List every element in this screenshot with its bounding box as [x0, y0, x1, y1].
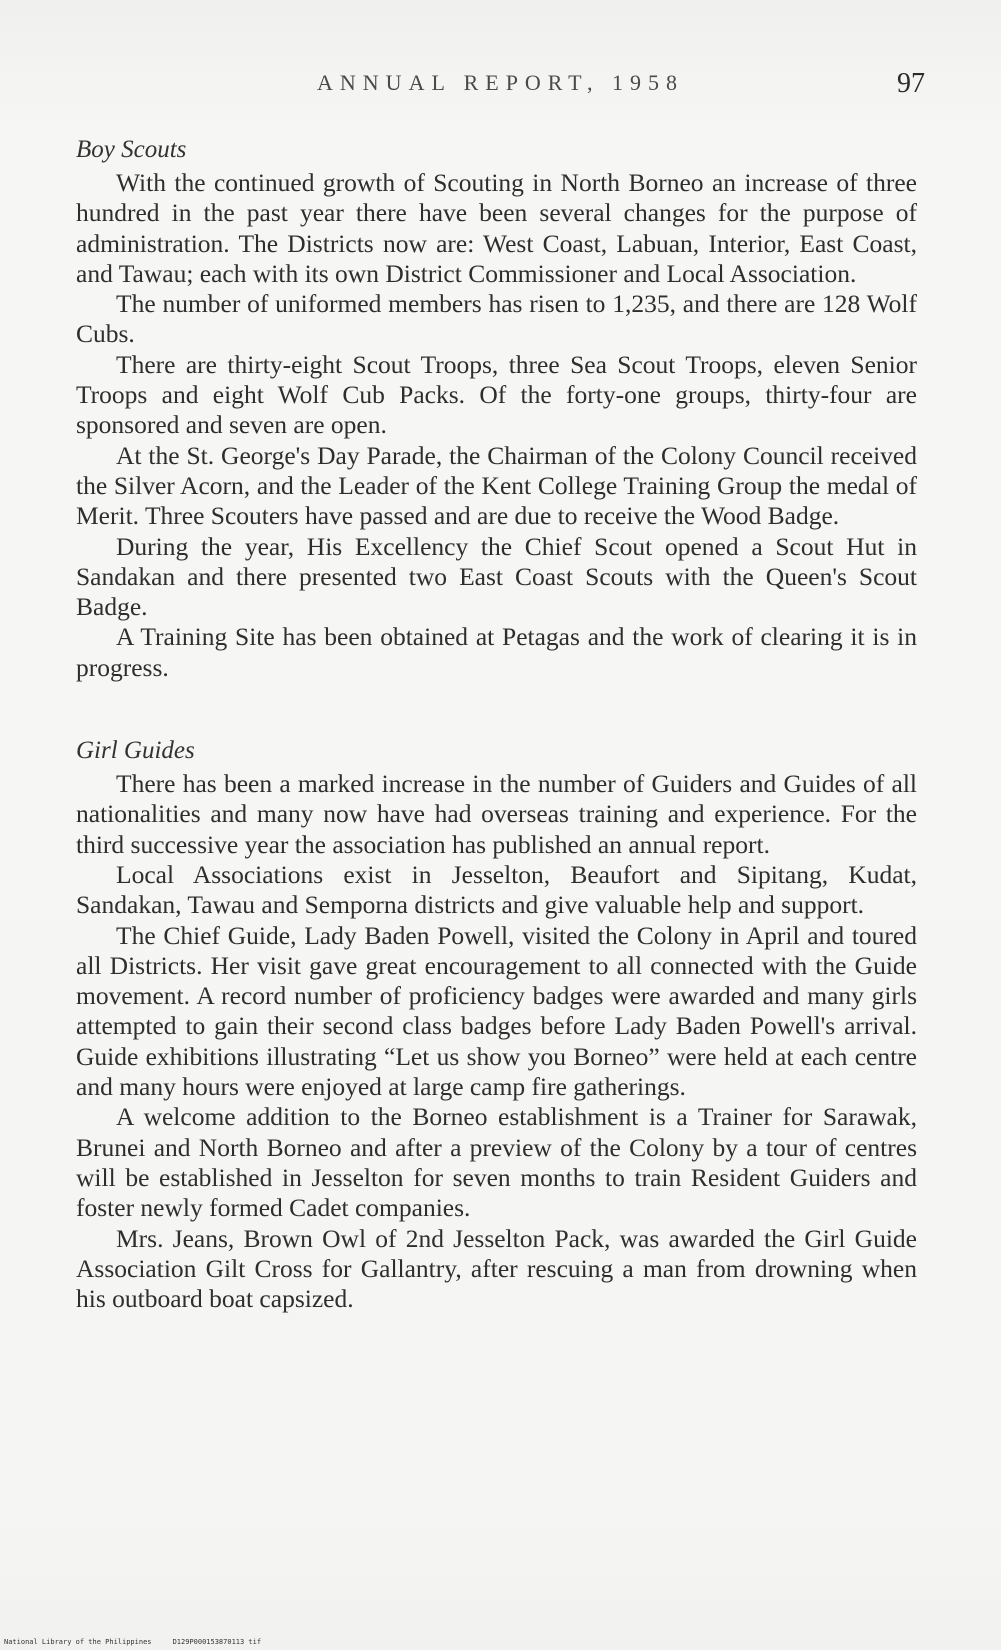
paragraph: The Chief Guide, Lady Baden Powell, visited the Colony in April and toured all Districts. Her visit gave great encouragement to all connected with the Guide movement. A record number of proficiency badges were awarded and many girls attempted to gain their second class badges before Lady Baden Powell's arrival. Guide exhibitions illustrating “Let us show you Borneo” were held at each centre and many hours were enjoyed at large camp fire gatherings.: [76, 920, 917, 1102]
page-number: 97: [897, 68, 925, 99]
paragraph: A Training Site has been obtained at Petagas and the work of clearing it is in progress.: [76, 622, 917, 682]
paragraph: There has been a marked increase in the number of Guiders and Guides of all nationalities and many now have had overseas training and experience. For the third successive year the association has published an annual report.: [76, 769, 917, 859]
paragraph: Mrs. Jeans, Brown Owl of 2nd Jesselton Pack, was awarded the Girl Guide Association Gilt Cross for Gallantry, after rescuing a man from drowning when his outboard boat capsized.: [76, 1223, 917, 1314]
section-spacer: [76, 683, 917, 737]
paragraph: There are thirty-eight Scout Troops, three Sea Scout Troops, eleven Senior Troops and eight Wolf Cub Packs. Of the forty-one groups, thirty-four are sponsored and seven are open.: [76, 349, 917, 440]
paragraph: The number of uniformed members has risen to 1,235, and there are 128 Wolf Cubs.: [76, 289, 917, 349]
section-boy-scouts: [76, 136, 917, 683]
section-title: Boy Scouts: [76, 136, 187, 163]
paragraph: During the year, His Excellency the Chief Scout opened a Scout Hut in Sandakan and there presented two East Coast Scouts with the Queen's Scout Badge.: [76, 531, 917, 622]
paragraph: At the St. George's Day Parade, the Chairman of the Colony Council received the Silver Acorn, and the Leader of the Kent College Training Group the medal of Merit. Three Scouters have passed and are due to receive the Wood Badge.: [76, 440, 917, 531]
section-girl-guides: [76, 737, 917, 1314]
scan-source-line: National Library of the Philippines D129P000153870113 tif: [4, 1638, 262, 1646]
page-header: [76, 70, 925, 104]
paragraph: Local Associations exist in Jesselton, Beaufort and Sipitang, Kudat, Sandakan, Tawau and Semporna districts and give valuable help and support.: [76, 859, 917, 920]
page-body: [76, 136, 917, 1314]
paragraph: With the continued growth of Scouting in North Borneo an increase of three hundred in the past year there have been several changes for the purpose of administration. The Districts now are: West Coast, Labuan, Interior, East Coast, and Tawau; each with its own District Commissioner and Local Association.: [76, 168, 917, 288]
paragraph: A welcome addition to the Borneo establishment is a Trainer for Sarawak, Brunei and North Borneo and after a preview of the Colony by a tour of centres will be established in Jesselton for seven months to train Resident Guiders and foster newly formed Cadet companies.: [76, 1102, 917, 1223]
running-head: ANNUAL REPORT, 1958: [317, 70, 684, 95]
section-title: Girl Guides: [76, 737, 195, 765]
